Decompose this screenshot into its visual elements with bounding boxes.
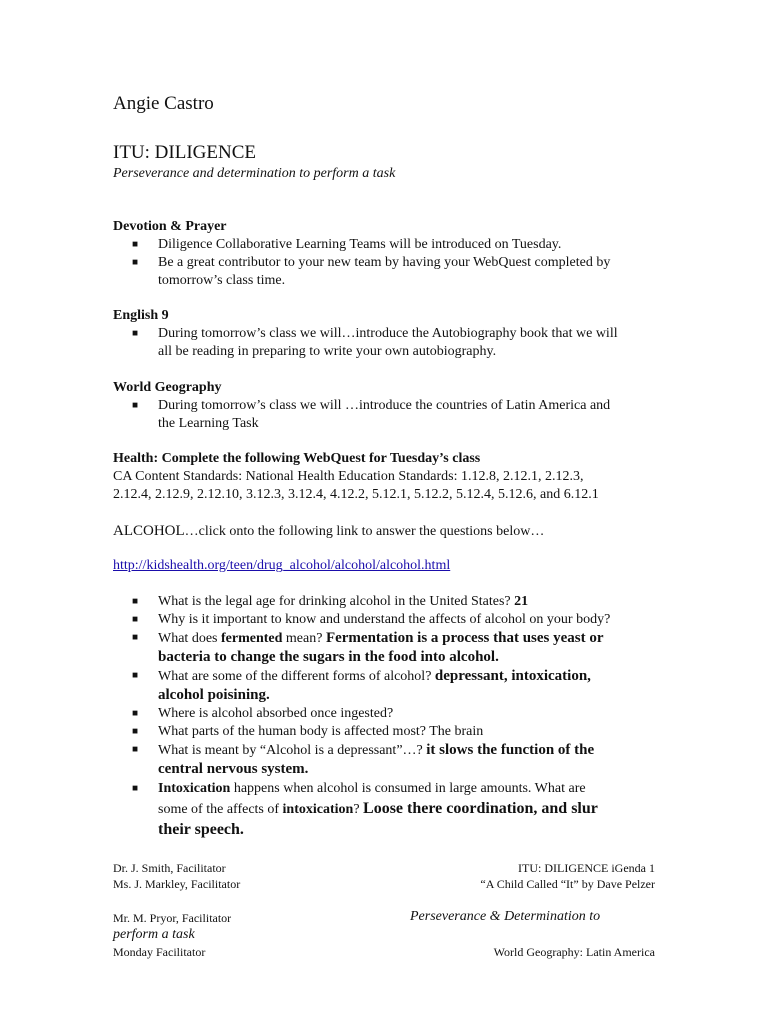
footer-right2: “A Child Called “It” by Dave Pelzer [480,877,655,891]
bullet-icon: ■ [132,726,139,737]
bullet-icon: ■ [132,708,139,719]
footer-left5: Monday Facilitator [113,945,206,959]
alcohol-instruction [113,522,713,541]
list-item: ■ Diligence Collaborative Learning Teams will be introduced on Tuesday. [132,237,562,252]
devotion-list [113,236,673,290]
footer-left4: perform a task [113,927,195,942]
english-list [113,325,673,361]
bullet-icon: ■ [132,632,139,643]
link-line [113,557,673,575]
bullet-icon: ■ [132,257,139,268]
question-item: ■ Intoxication happens when alcohol is consumed in large amounts. What are some of the affects of intoxication? Loose there coordination, and slur their speech. [132,781,598,838]
bullet-icon: ■ [132,328,139,339]
questions-list [113,593,673,841]
health-section [113,450,713,504]
geography-heading: World Geography [113,380,222,395]
devotion-heading: Devotion & Prayer [113,219,227,234]
health-heading: Health: Complete the following WebQuest for Tuesday’s class [113,451,481,466]
footer-right5: World Geography: Latin America [493,945,655,959]
footer-center3: Perseverance & Determination to [410,909,601,924]
bullet-icon: ■ [132,670,139,681]
questions-section [113,593,673,841]
english-section [113,307,673,361]
question-item: ■ What does fermented mean? Fermentation is a process that uses yeast or bacteria to change the sugars in the food into alcohol. [132,630,604,665]
question-item: ■ Why is it important to know and understand the affects of alcohol on your body? [132,612,611,627]
footer-left1: Dr. J. Smith, Facilitator [113,861,226,875]
question-item: ■ What are some of the different forms of alcohol? depressant, intoxication, alcohol poisining. [132,668,591,703]
footer-left2: Ms. J. Markley, Facilitator [113,877,241,891]
list-item: ■ Be a great contributor to your new team by having your WebQuest completed by tomorrow’s class time. [132,255,611,288]
bullet-icon: ■ [132,400,139,411]
geography-list [113,397,673,433]
english-heading: English 9 [113,308,169,323]
itu-definition: Perseverance and determination to perform a task [113,166,396,181]
bullet-icon: ■ [132,239,139,250]
question-item: ■ What parts of the human body is affected most? The brain [132,724,484,739]
alcohol-instruction-text: …click onto the following link to answer the questions below… [184,524,545,539]
bullet-icon: ■ [132,614,139,625]
footer-left3: Mr. M. Pryor, Facilitator [113,911,232,925]
devotion-section [113,218,673,290]
question-item: ■ Where is alcohol absorbed once ingested? [132,706,394,721]
list-item: ■ During tomorrow’s class we will …introduce the countries of Latin America and the Learning Task [132,398,611,431]
alcohol-label: ALCOHOL [113,523,185,539]
question-item: ■ What is meant by “Alcohol is a depressant”…? it slows the function of the central nervous system. [132,742,595,777]
list-item: ■ During tomorrow’s class we will…introduce the Autobiography book that we will all be reading in preparing to write your own autobiography. [132,326,618,359]
standards-line: 2.12.4, 2.12.9, 2.12.10, 3.12.3, 3.12.4, 4.12.2, 5.12.1, 5.12.2, 5.12.4, 5.12.6, and 6.12.1 [113,487,599,502]
question-item: ■ What is the legal age for drinking alcohol in the United States? 21 [132,594,529,609]
author-name: Angie Castro [113,93,214,114]
bullet-icon: ■ [132,744,139,755]
standards-line: CA Content Standards: National Health Education Standards: 1.12.8, 2.12.1, 2.12.3, [113,469,584,484]
bullet-icon: ■ [132,783,139,794]
bullet-icon: ■ [132,596,139,607]
footer-right1: ITU: DILIGENCE iGenda 1 [518,861,655,875]
kidshealth-link[interactable]: http://kidshealth.org/teen/drug_alcohol/alcohol/alcohol.html [113,558,451,573]
geography-section [113,379,673,433]
itu-title: ITU: DILIGENCE [113,142,256,163]
